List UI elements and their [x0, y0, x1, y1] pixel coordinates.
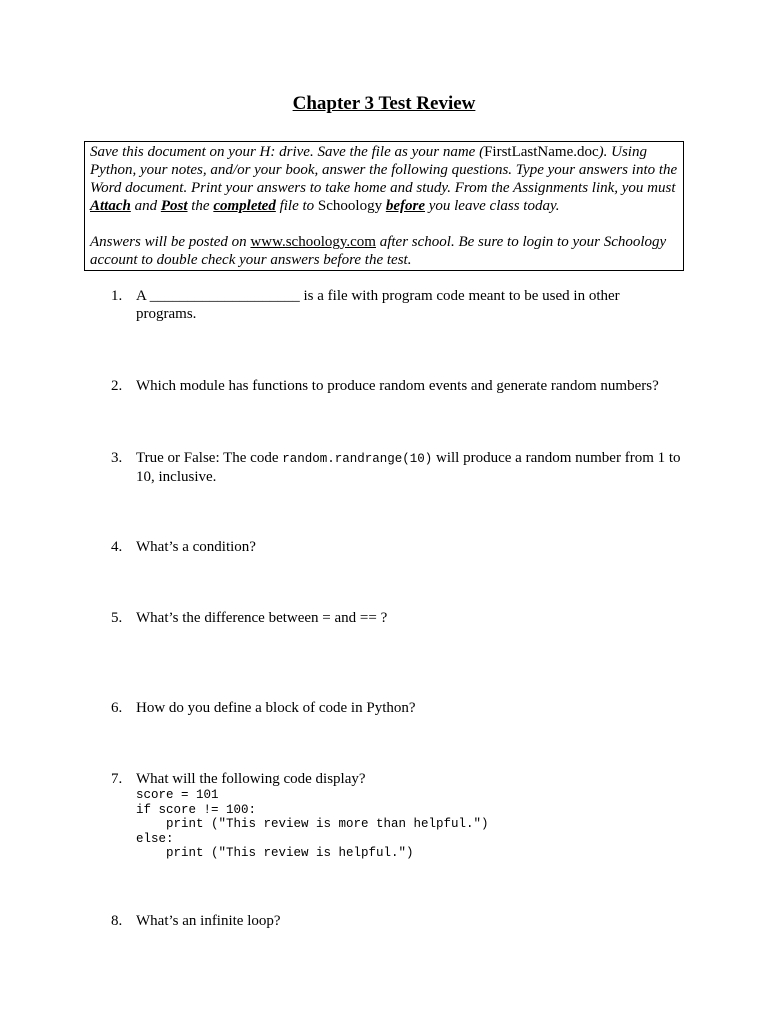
question-number: 2. [111, 378, 123, 394]
completed-emphasis: completed [213, 198, 276, 214]
question-text: Which module has functions to produce random events and generate random numbers? [136, 378, 659, 394]
question-text: What’s the difference between = and == ? [136, 610, 388, 626]
post-emphasis: Post [160, 198, 188, 214]
question-text: True or False: The code random.randrange(10) will produce a random number from 1 to 10, inclusive. [136, 450, 681, 485]
question-number: 5. [111, 610, 123, 626]
question-text: What will the following code display? [136, 771, 366, 787]
code-block: score = 101 if score != 100: print ("This review is more than helpful.") else: print ("This review is helpful.") [136, 788, 489, 860]
instructions-box [84, 141, 684, 271]
schoology-text: Schoology [317, 198, 383, 214]
instructions-paragraph-1: Save this document on your H: drive. Save the file as your name (FirstLastName.doc). Using Python, your notes, and/or your book, answer the following questions. Type your answers into the Word document. Print your answers to take home and study. From the Assignments link, you must Attach and Post the completed file to Schoology before you leave class today. [90, 144, 678, 214]
question-text: How do you define a block of code in Python? [136, 700, 416, 716]
question-number: 7. [111, 771, 123, 787]
page-title: Chapter 3 Test Review [292, 93, 476, 114]
inline-code: random.randrange(10) [282, 452, 433, 466]
schoology-link[interactable]: www.schoology.com [250, 234, 376, 250]
question-number: 1. [111, 288, 123, 304]
attach-emphasis: Attach [90, 198, 131, 214]
question-text: What’s an infinite loop? [136, 913, 281, 929]
question-text: What’s a condition? [136, 539, 256, 555]
question-number: 8. [111, 913, 123, 929]
before-emphasis: before [385, 198, 425, 214]
filename-example: FirstLastName.doc [484, 144, 599, 160]
question-number: 4. [111, 539, 123, 555]
question-text: A ____________________ is a file with program code meant to be used in other programs. [136, 288, 620, 322]
question-number: 6. [111, 700, 123, 716]
instructions-paragraph-2: Answers will be posted on www.schoology.com after school. Be sure to login to your Schoology account to double check your answers before the test. [90, 234, 667, 268]
question-number: 3. [111, 450, 123, 466]
